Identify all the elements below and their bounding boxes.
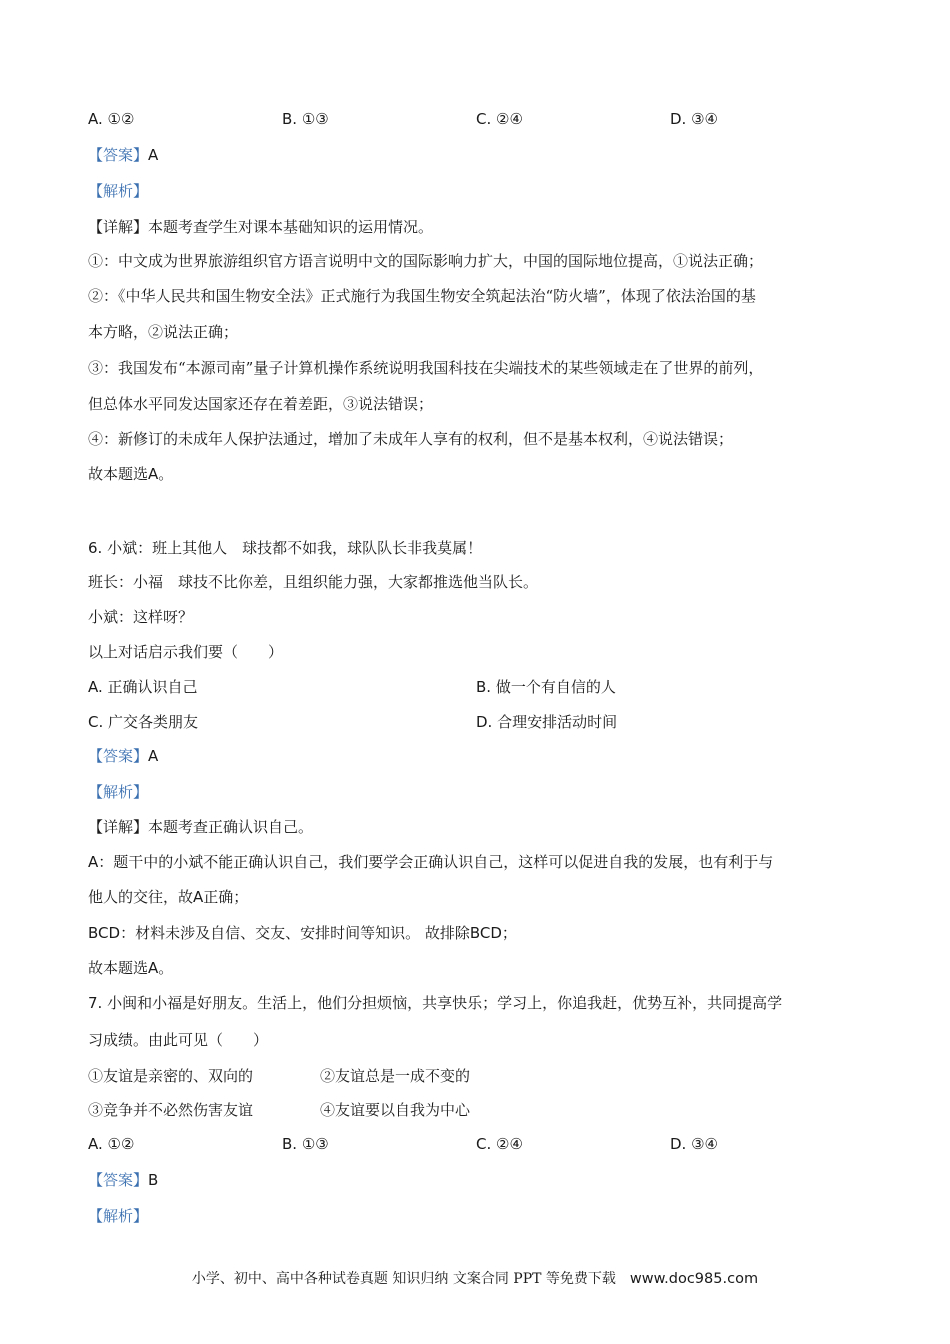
q7-option-a: A. ①② bbox=[88, 1135, 135, 1153]
q5-detail-line-3: 本方略，②说法正确； bbox=[88, 323, 239, 341]
q5-analysis-label: 【解析】 bbox=[88, 182, 149, 200]
q6-stem-line-3: 小斌：这样呀？ bbox=[88, 608, 194, 626]
q5-detail-line-1: ①：中文成为世界旅游组织官方语言说明中文的国际影响力扩大，中国的国际地位提高，①说法正确； bbox=[88, 252, 764, 270]
q7-answer: 【答案】B bbox=[88, 1171, 159, 1189]
q5-detail-line-5: 但总体水平同发达国家还存在着差距，③说法错误； bbox=[88, 395, 434, 413]
q5-option-b: B. ①③ bbox=[282, 110, 329, 128]
q7-option-c: C. ②④ bbox=[476, 1135, 523, 1153]
q5-option-c: C. ②④ bbox=[476, 110, 523, 128]
q5-detail: 【详解】本题考查学生对课本基础知识的运用情况。 bbox=[88, 218, 434, 236]
q7-option-d: D. ③④ bbox=[670, 1135, 719, 1153]
footer-text: 小学、初中、高中各种试卷真题 知识归纳 文案合同 PPT 等免费下载 bbox=[191, 1271, 616, 1287]
q6-analysis-label: 【解析】 bbox=[88, 783, 149, 801]
q7-stem-line-2: 习成绩。由此可见（ ） bbox=[88, 1031, 269, 1049]
q5-option-d: D. ③④ bbox=[670, 110, 719, 128]
page-footer bbox=[0, 1268, 950, 1290]
q6-answer: 【答案】A bbox=[88, 747, 159, 765]
q7-stem-line-1: 7. 小闽和小福是好朋友。生活上，他们分担烦恼，共享快乐；学习上，你追我赶，优势互补，共同提高学 bbox=[88, 994, 783, 1012]
q5-detail-line-2: ②：《中华人民共和国生物安全法》正式施行为我国生物安全筑起法治“防火墙”，体现了依法治国的基 bbox=[88, 287, 756, 305]
q7-statement-4: ④友谊要以自我为中心 bbox=[320, 1101, 471, 1119]
q6-option-a: A. 正确认识自己 bbox=[88, 678, 198, 696]
q6-detail-a-line-1: A：题干中的小斌不能正确认识自己，我们要学会正确认识自己，这样可以促进自我的发展，也有利于与 bbox=[88, 853, 774, 871]
q6-option-d: D. 合理安排活动时间 bbox=[476, 713, 618, 731]
q5-option-a: A. ①② bbox=[88, 110, 135, 128]
q5-detail-line-4: ③：我国发布“本源司南”量子计算机操作系统说明我国科技在尖端技术的某些领域走在了世界的前列， bbox=[88, 359, 764, 377]
q6-detail: 【详解】本题考查正确认识自己。 bbox=[88, 818, 314, 836]
q6-option-c: C. 广交各类朋友 bbox=[88, 713, 199, 731]
q6-stem-line-2: 班长：小福 球技不比你差，且组织能力强，大家都推选他当队长。 bbox=[88, 573, 539, 591]
q6-stem-line-1: 6. 小斌：班上其他人 球技都不如我，球队队长非我莫属！ bbox=[88, 539, 483, 557]
q5-detail-line-6: ④：新修订的未成年人保护法通过，增加了未成年人享有的权利，但不是基本权利，④说法错误； bbox=[88, 430, 734, 448]
q7-statement-3: ③竞争并不必然伤害友谊 bbox=[88, 1101, 254, 1119]
q6-option-b: B. 做一个有自信的人 bbox=[476, 678, 616, 696]
footer-url[interactable]: www.doc985.com bbox=[629, 1271, 759, 1287]
q6-detail-bcd: BCD：材料未涉及自信、交友、安排时间等知识。 故排除BCD； bbox=[88, 924, 517, 942]
q7-statement-2: ②友谊总是一成不变的 bbox=[320, 1067, 471, 1085]
q5-answer: 【答案】A bbox=[88, 146, 159, 164]
q6-detail-a-line-2: 他人的交往，故A正确； bbox=[88, 888, 249, 906]
q6-stem-line-4: 以上对话启示我们要（ ） bbox=[88, 643, 284, 661]
q7-option-b: B. ①③ bbox=[282, 1135, 329, 1153]
q7-analysis-label: 【解析】 bbox=[88, 1207, 149, 1225]
q6-conclusion: 故本题选A。 bbox=[88, 959, 174, 977]
q7-statement-1: ①友谊是亲密的、双向的 bbox=[88, 1067, 254, 1085]
q5-conclusion: 故本题选A。 bbox=[88, 465, 174, 483]
